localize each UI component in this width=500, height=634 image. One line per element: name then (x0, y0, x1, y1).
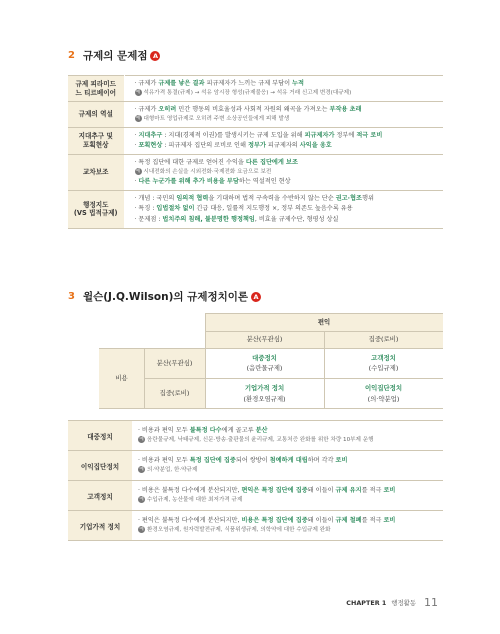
bullet-line (135, 215, 439, 225)
row-content (132, 481, 443, 511)
bullet-line (138, 516, 438, 526)
wilson-types-table (68, 420, 443, 541)
table-row (68, 451, 443, 481)
highlight-text: 권고·협조 (335, 195, 362, 203)
row-label (68, 155, 124, 191)
highlight-text: 법치주의 침해, 불분명한 행정책임 (162, 215, 255, 223)
text-segment: · 비용은 불특정 다수에게 분산되지만, (138, 486, 242, 494)
text-segment: · 비용과 편익 모두 (138, 426, 190, 434)
matrix-cell-name: 기업가적 정치 (244, 384, 285, 393)
importance-badge: A (251, 292, 261, 302)
matrix-cell-interest-group-politics (324, 378, 443, 409)
text-segment: 환경오염규제, 원자력발전규제, 식품위생규제, 의학약에 대한 수입규제 완화 (147, 527, 331, 533)
text-segment: · 규제가 (134, 80, 159, 87)
bullet-line (138, 456, 438, 466)
text-segment: · 특정 집단에 대한 규제로 얻어진 수익을 (134, 159, 246, 167)
matrix-cell-name: 대중정치 (252, 353, 277, 362)
row-content (132, 511, 443, 541)
highlight-text: 로비 (383, 486, 396, 494)
example-icon: 예 (139, 527, 144, 532)
chapter-title: 행정활동 (391, 599, 416, 607)
table-row (68, 481, 443, 511)
highlight-text: 입법절차 없이 (156, 205, 195, 213)
bullet-line (135, 79, 439, 89)
matrix-line (205, 313, 206, 409)
text-segment: · 개념 : 국민의 (134, 195, 177, 203)
matrix-line (99, 408, 443, 409)
row-label (68, 102, 124, 128)
text-segment: 긴급 대응, 일률적 지도행정 ×, 정부 의존도 높음수록 유용 (194, 205, 353, 213)
row-label (68, 451, 132, 481)
example-icon: 예 (135, 116, 141, 122)
table-row (68, 191, 443, 228)
row-label (68, 191, 124, 228)
example-line (138, 436, 438, 445)
text-segment: 피규제자의 (265, 142, 300, 150)
bullet-line (135, 204, 439, 214)
example-line (138, 526, 438, 535)
text-segment: 하며 각각 (307, 456, 336, 464)
section-heading: 규제의 문제점 (82, 50, 148, 62)
text-segment: · 규제가 (134, 106, 159, 114)
row-label (68, 128, 124, 155)
row-label-line: 규제의 역설 (78, 110, 113, 119)
section-title-2 (68, 48, 160, 63)
highlight-text: 로비 (335, 456, 348, 464)
row-content (124, 128, 443, 155)
highlight-text: 오히려 (158, 106, 177, 114)
example-icon: 예 (139, 467, 144, 472)
chapter-label: CHAPTER 1 (346, 598, 387, 607)
highlight-text: 다른 누군가를 위해 추가 비용을 부담 (138, 178, 239, 186)
row-content (132, 451, 443, 481)
page-number: 11 (424, 596, 438, 609)
wilson-matrix (99, 313, 443, 409)
highlight-text: 규제 철폐 (335, 516, 362, 524)
text-segment: 하는 역설적인 현상 (238, 178, 291, 186)
row-label-line: 포획현상 (83, 141, 109, 150)
page-footer (346, 596, 438, 609)
matrix-cell-mass-politics (205, 348, 324, 378)
table-row (68, 155, 443, 191)
highlight-text: 다른 집단에게 보조 (245, 159, 298, 167)
text-segment: 을 기대하며 법적 구속력을 수반하지 않는 단순 (208, 195, 336, 203)
text-segment: 수입규제, 농산물에 대한 최저가격 규제 (147, 497, 243, 503)
example-line (135, 89, 439, 98)
matrix-cost-dispersed: 분산(무관심) (144, 348, 205, 378)
highlight-text: 특정 집단에 집중 (189, 456, 236, 464)
text-segment: 대형마트 영업규제로 오히려 주변 소상공인들에게 피해 발생 (143, 116, 290, 123)
row-label (68, 511, 132, 541)
row-content (132, 421, 443, 451)
row-label-line: 규제 피라미드 (75, 79, 116, 88)
highlight-text: 로비 (383, 516, 396, 524)
table-row (68, 421, 443, 451)
highlight-text: 규제를 낳은 결과 (158, 80, 205, 87)
bullet-line (135, 131, 439, 141)
row-label (68, 421, 132, 451)
highlight-text: 누적 (292, 80, 305, 87)
text-segment: 돼 이들이 (307, 516, 336, 524)
row-label-line: 느 티르베이어 (75, 88, 116, 97)
matrix-line (99, 348, 443, 349)
table-row (68, 511, 443, 541)
text-segment: · (134, 132, 139, 140)
matrix-benefit-concentrated: 집중(로비) (324, 331, 443, 348)
highlight-text: 포획현상 (138, 142, 163, 150)
text-segment: , 비효율 규제수단, 형평성 상실 (254, 215, 339, 223)
bullet-line (135, 105, 439, 115)
highlight-text: 불특정 다수 (189, 426, 222, 434)
matrix-cell-client-politics (324, 348, 443, 378)
text-segment: 를 적극 (361, 516, 384, 524)
table-row (68, 128, 443, 155)
text-segment: 의·약분업, 한·약규제 (147, 467, 198, 473)
section-number: 3 (68, 291, 75, 302)
text-segment: · 비용과 편익 모두 (138, 456, 190, 464)
text-segment: 민간 행동의 비효율성과 사회적 자원의 왜곡을 가져오는 (176, 106, 330, 114)
text-segment: : 지대(경제적 이권)를 발생시키는 규제 도입을 위해 (162, 132, 305, 140)
bullet-line (138, 486, 438, 496)
bullet-line (135, 158, 439, 168)
row-label-line: 지대추구 및 (78, 132, 113, 141)
text-segment: 에게 골고루 (221, 426, 256, 434)
row-content (124, 155, 443, 191)
text-segment: 피규제자가 느끼는 규제 부담이 (204, 80, 293, 87)
text-segment: 음란물규제, 낙태규제, 신문·방송·출판물의 윤리규제, 교통처증 완화를 위한 차량 10부제 운행 (147, 437, 374, 443)
matrix-cost-label: 비용 (99, 348, 144, 409)
text-segment: · 특징 : (134, 205, 157, 213)
row-content (124, 102, 443, 128)
highlight-text: 비용은 특정 집단에 집중 (241, 516, 308, 524)
example-line (135, 168, 439, 177)
matrix-benefit-dispersed: 분산(무관심) (205, 331, 324, 348)
highlight-text: 피규제자가 (304, 132, 335, 140)
bullet-line (135, 141, 439, 151)
matrix-benefit-header: 편익 (205, 313, 443, 331)
highlight-text: 첨예하게 대립 (269, 456, 308, 464)
text-segment: 시내전화의 손실을 시외전화·국제전화 요금으로 보전 (143, 169, 272, 176)
matrix-line (144, 378, 443, 379)
text-segment: 정부에 (334, 132, 357, 140)
highlight-text: 사익을 옹호 (299, 142, 332, 150)
row-label-line: 이익집단정치 (80, 462, 120, 471)
text-segment: · 문제점 : (134, 215, 163, 223)
section-title-3 (68, 289, 261, 304)
highlight-text: 규제 유지 (335, 486, 362, 494)
matrix-cell-name: 이익집단정치 (364, 384, 403, 393)
row-label (68, 481, 132, 511)
matrix-line (144, 348, 145, 409)
text-segment: 행위 (361, 195, 374, 203)
example-line (135, 115, 439, 124)
row-label-line: 교차보조 (83, 168, 109, 177)
row-label-line: (VS 법적규제) (73, 209, 118, 218)
row-content (124, 191, 443, 228)
example-line (138, 496, 438, 505)
matrix-cost-concentrated: 집중(로비) (144, 378, 205, 409)
example-icon: 예 (139, 437, 144, 442)
importance-badge: A (150, 51, 160, 61)
text-segment: : 피규제자 집단의 로비로 인해 (162, 142, 248, 150)
row-label (68, 76, 124, 102)
highlight-text: 정부가 (247, 142, 266, 150)
table-row (68, 76, 443, 102)
bullet-line (135, 194, 439, 204)
bullet-line (135, 177, 439, 187)
section-number: 2 (68, 50, 75, 61)
text-segment: · (134, 142, 139, 150)
highlight-text: 편익은 특정 집단에 집중 (241, 486, 308, 494)
row-content (124, 76, 443, 102)
text-segment: 돼 이들이 (307, 486, 336, 494)
row-label-line: 대중정치 (87, 432, 113, 441)
matrix-line (324, 331, 325, 409)
text-segment: · (134, 178, 139, 186)
row-label-line: 고객정치 (87, 492, 113, 501)
text-segment: · 편익은 불특정 다수에게 분산되지만, (138, 516, 242, 524)
highlight-text: 임의적 협력 (176, 195, 209, 203)
text-segment: 를 적극 (361, 486, 384, 494)
row-label-line: 행정지도 (83, 200, 109, 209)
example-icon: 예 (139, 497, 144, 502)
matrix-cell-example: (의·약분업) (367, 394, 400, 403)
highlight-text: 분산 (255, 426, 268, 434)
example-icon: 예 (135, 169, 141, 175)
row-label-line: 기업가적 정치 (79, 522, 121, 531)
matrix-cell-example: (환경오염규제) (243, 394, 286, 403)
table-row (68, 102, 443, 128)
example-icon: 예 (135, 90, 141, 96)
section-heading: 윌슨(J.Q.Wilson)의 규제정치이론 (82, 291, 249, 303)
example-line (138, 466, 438, 475)
matrix-line (205, 313, 443, 314)
matrix-cell-entrepreneurial-politics (205, 378, 324, 409)
highlight-text: 지대추구 (138, 132, 163, 140)
bullet-line (138, 426, 438, 436)
text-segment: 되어 쌍방이 (235, 456, 270, 464)
highlight-text: 부작용 초래 (329, 106, 362, 114)
matrix-cell-name: 고객정치 (371, 353, 396, 362)
matrix-cell-example: (수입규제) (368, 364, 399, 372)
regulation-problems-table (68, 75, 443, 229)
matrix-cell-example: (음란물규제) (246, 364, 283, 372)
highlight-text: 적극 로비 (356, 132, 383, 140)
text-segment: 석유가격 통결(규제) → 석유 암시장 형성(규제불응) → 석유 거래 신고제 변경(대규제) (143, 90, 352, 97)
